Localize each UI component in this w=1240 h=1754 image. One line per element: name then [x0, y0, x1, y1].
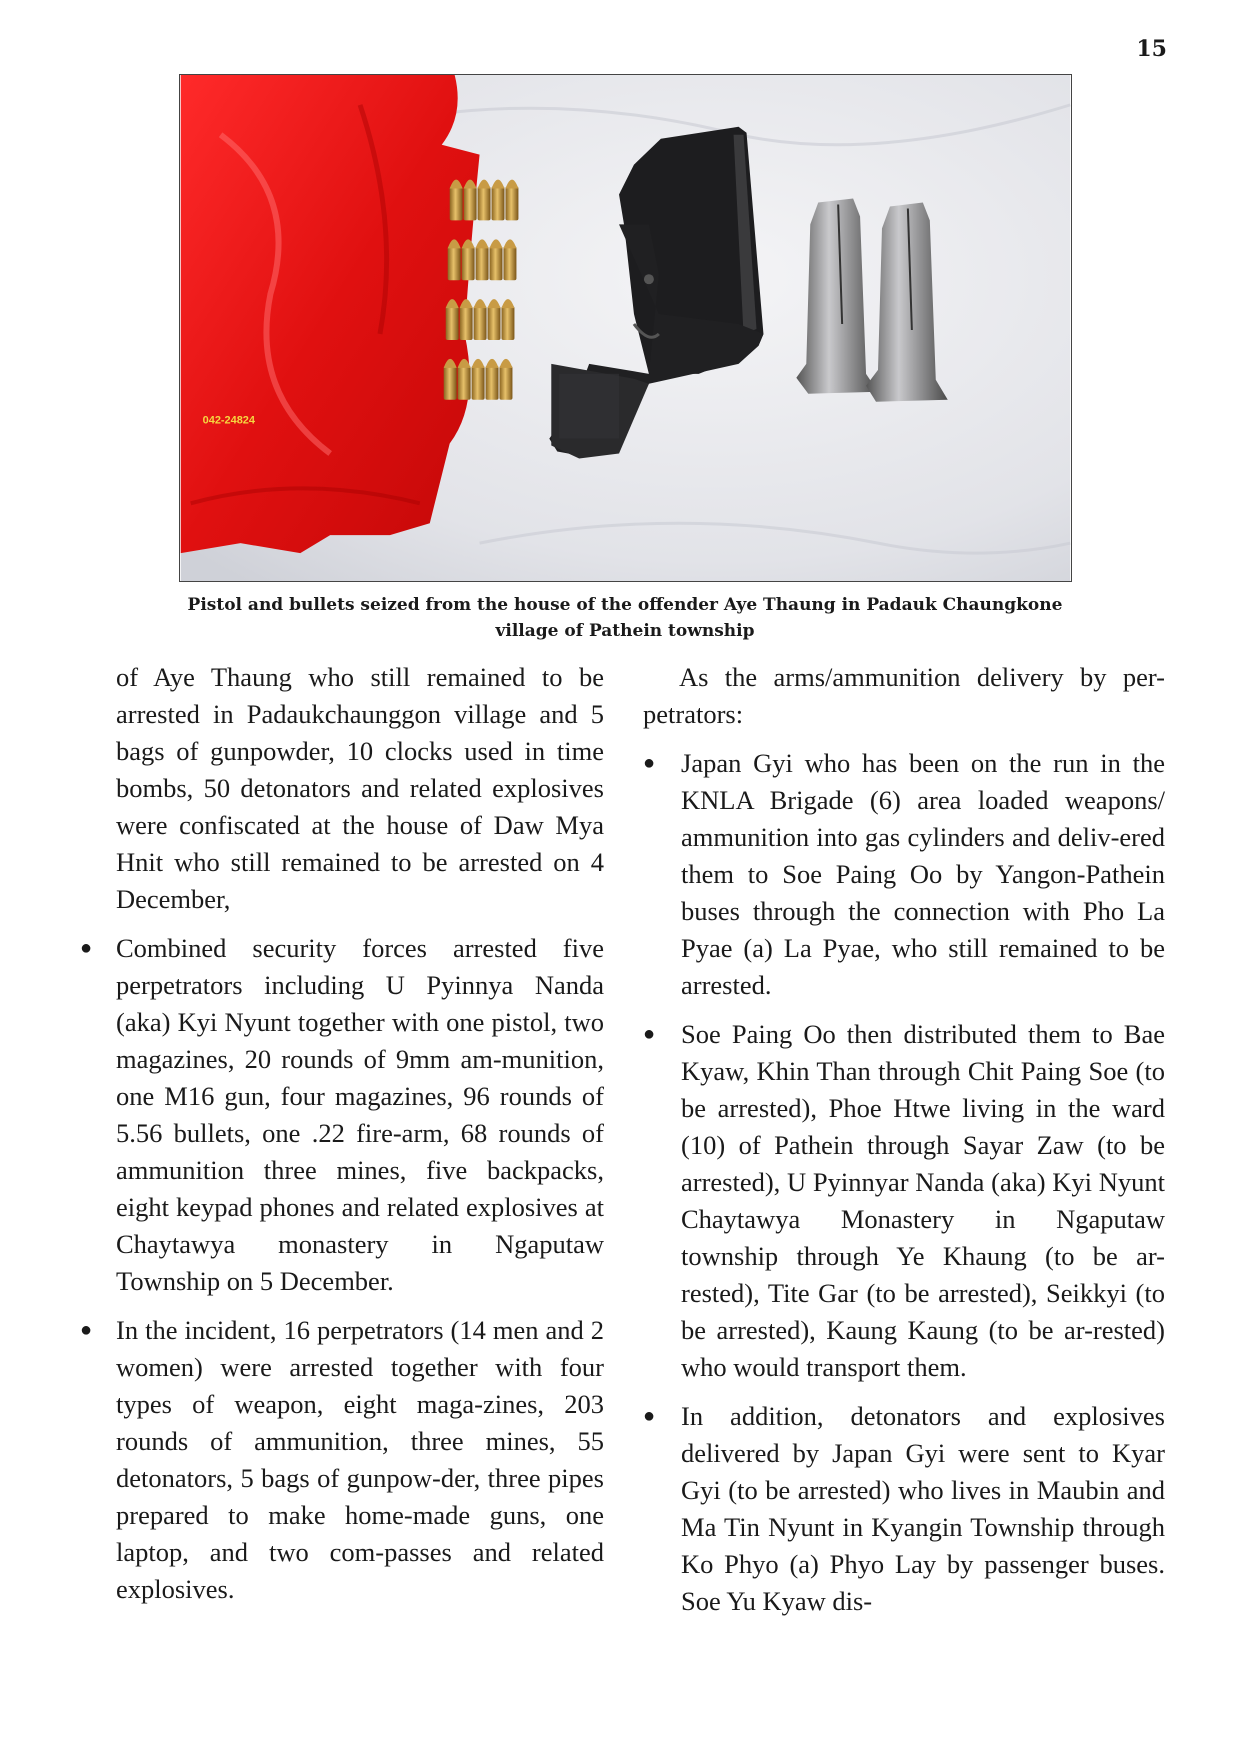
left-bullet-list [80, 930, 604, 1608]
bullet-cartridge [486, 366, 499, 400]
bullet-icon: ● [80, 1319, 93, 1341]
bullet-cartridge [472, 366, 485, 400]
bullet-cartridge [478, 187, 491, 221]
list-item: ● Soe Paing Oo then distributed them to Bae Kyaw, Khin Than through Chit Paing Soe (to be arrested), Phoe Htwe living in the ward (10) of Pathein through Sayar Zaw (to be arrested), U Pyinnyar Nanda (aka) Kyi Nyunt Chaytawya Monastery in Ngaputaw township through Ye Khaung (to be ar-rested), Tite Gar (to be arrested), Seikkyi (to be arrested), Kaung Kaung (to be ar-rested) who would transport them. [681, 1016, 1165, 1386]
bullet-cartridge [499, 366, 512, 400]
bag-label: 042-24824 [202, 414, 255, 427]
bullet-cartridge [448, 246, 461, 280]
caption-line-2: village of Pathein township [495, 621, 755, 641]
bullet-cartridge [446, 306, 459, 340]
list-item: ● In addition, detonators and explosives delivered by Japan Gyi were sent to Kyar Gyi (to be arrested) who lives in Maubin and Ma Tin Nyunt in Kyangin Township through Ko Phyo (a) Phyo Lay by passenger buses. Soe Yu Kyaw dis- [681, 1398, 1165, 1620]
bullet-cartridge [476, 246, 489, 280]
bullet-cartridge [501, 306, 514, 340]
bullet-cartridge [444, 366, 457, 400]
bullet-cartridge [450, 187, 463, 221]
page-number: 15 [1136, 36, 1167, 62]
bullet-icon: ● [80, 937, 93, 959]
intro-paragraph: As the arms/ammunition delivery by per-petrators: [643, 662, 1165, 729]
bullet-cartridge [505, 187, 518, 221]
bullet-cartridge [464, 187, 477, 221]
photo-caption [160, 592, 1090, 644]
bullet-icon: ● [643, 1023, 656, 1045]
right-bullet-list [643, 745, 1165, 1620]
bullet-cartridge [460, 306, 473, 340]
seized-weapons-photo [179, 74, 1072, 582]
red-bag [181, 75, 480, 553]
bullet-cartridge [503, 246, 516, 280]
list-item: ● In the incident, 16 perpetrators (14 men and 2 women) were arrested together with four types of weapon, eight maga-zines, 203 rounds of ammunition, three mines, 55 detonators, 5 bags of gunpow-der, three pipes prepared to make home-made guns, one laptop, and two com-passes and related explosives. [116, 1312, 604, 1608]
bullet-cartridge [462, 246, 475, 280]
caption-line-1: Pistol and bullets seized from the house of the offender Aye Thaung in Padauk Chaungkone [187, 595, 1063, 615]
bullet-icon: ● [643, 1405, 656, 1427]
bullet-cartridge [492, 187, 505, 221]
list-item: ● Combined security forces arrested five perpetrators including U Pyinnya Nanda (aka) Kyi Nyunt together with one pistol, two magazines, 20 rounds of 9mm am-munition, one M16 gun, four magazines, 96 rounds of 5.56 bullets, one .22 fire-arm, 68 rounds of ammunition three mines, five backpacks, eight keypad phones and related explosives at Chaytawya monastery in Ngaputaw Township on 5 December. [116, 930, 604, 1300]
left-column [80, 659, 604, 1608]
bullet-cartridge [474, 306, 487, 340]
right-column [643, 659, 1165, 1620]
bullet-icon: ● [643, 752, 656, 774]
bullet-cartridge [488, 306, 501, 340]
list-item: ● Japan Gyi who has been on the run in the KNLA Brigade (6) area loaded weapons/ ammunition into gas cylinders and deliv-ered them to Soe Paing Oo by Yangon-Pathein buses through the connection with Pho La Pyae (a) La Pyae, who still remained to be arrested. [681, 745, 1165, 1004]
bullet-cartridge [490, 246, 503, 280]
continuation-paragraph: of Aye Thaung who still remained to be arrested in Padaukchaunggon village and 5 bags of gunpowder, 10 clocks used in time bombs, 50 detonators and related explosives were confiscated at the house of Daw Mya Hnit who still remained to be arrested on 4 December, [116, 662, 604, 914]
photo-illustration [180, 75, 1071, 581]
bullet-cartridge [458, 366, 471, 400]
